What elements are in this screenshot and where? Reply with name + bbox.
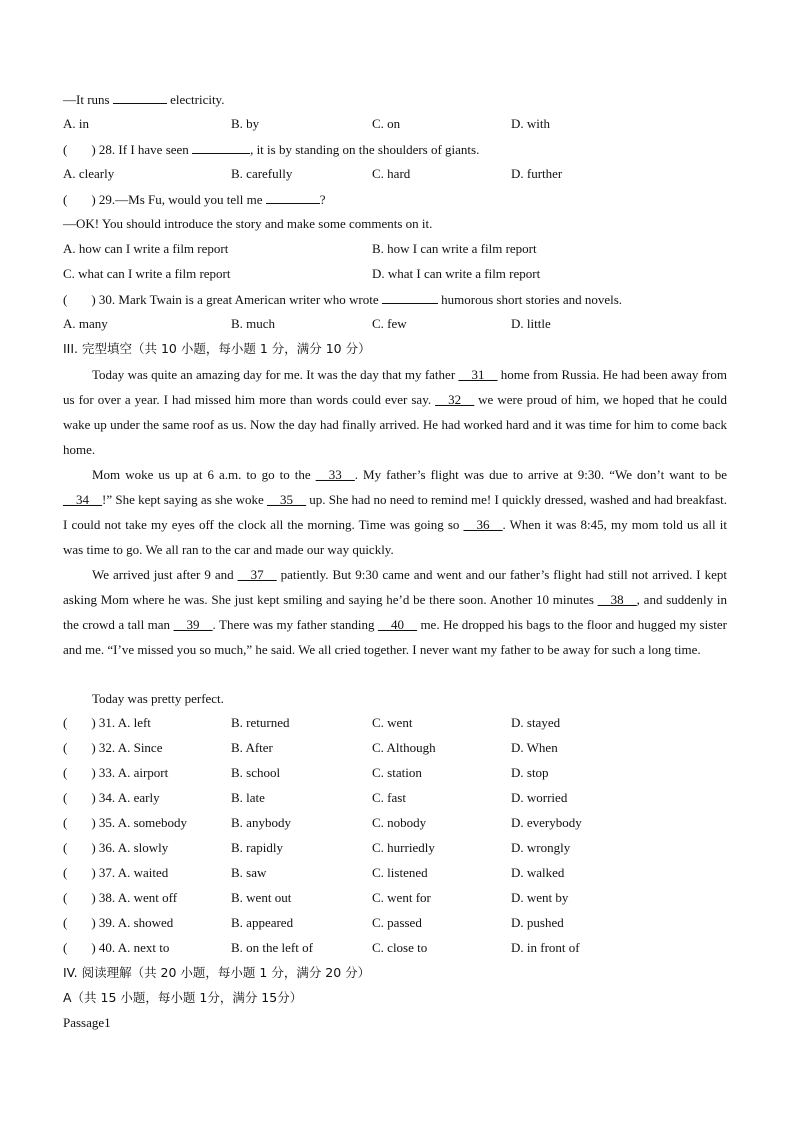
question-number-option-a: ( ) 33. A. airport: [63, 765, 169, 780]
answer-paren[interactable]: (: [63, 790, 68, 805]
option-d: D. further: [511, 166, 563, 181]
answer-blank: [266, 191, 320, 204]
option-b: B. went out: [231, 890, 292, 905]
q30-stem: ( ) 30. Mark Twain is a great American writer who wrote humorous short stories and novels.: [63, 292, 623, 307]
q27-stem: —It runs electricity.: [63, 92, 225, 107]
option-d: D. what I can write a film report: [372, 266, 541, 281]
option-d: D. in front of: [511, 940, 580, 955]
option-b: B. by: [231, 116, 260, 131]
cloze-blank: __34__: [63, 492, 102, 507]
option-b: B. how I can write a film report: [372, 241, 537, 256]
cloze-blank: __39__: [173, 617, 213, 632]
option-c: C. close to: [372, 940, 428, 955]
cloze-blank: __31__: [458, 367, 498, 382]
question-number-option-a: ( ) 31. A. left: [63, 715, 151, 730]
option-d: D. pushed: [511, 915, 564, 930]
answer-paren[interactable]: (: [63, 840, 68, 855]
cloze-paragraph-1: Today was quite an amazing day for me. It was the day that my father __31__ home from Russia. He had been away from us for over a year. I had missed him more than words could ever say. __32__ we were proud of him, we hoped that he could wake up under the same roof as us. Now the day had finally arrived. He had worked hard and it was time for him to come back home.: [63, 367, 727, 457]
answer-paren[interactable]: (: [63, 915, 68, 930]
option-d: D. with: [511, 116, 550, 131]
option-c: C. nobody: [372, 815, 427, 830]
option-b: B. school: [231, 765, 281, 780]
option-b: B. saw: [231, 865, 267, 880]
passage-label: Passage1: [63, 1015, 111, 1030]
cloze-blank: __37__: [237, 567, 277, 582]
option-d: D. stop: [511, 765, 549, 780]
option-d: D. went by: [511, 890, 569, 905]
option-b: B. much: [231, 316, 276, 331]
answer-paren[interactable]: (: [63, 940, 68, 955]
option-b: B. After: [231, 740, 273, 755]
answer-paren[interactable]: (: [63, 740, 68, 755]
question-number-option-a: ( ) 36. A. slowly: [63, 840, 169, 855]
option-a: A. how can I write a film report: [63, 241, 229, 256]
q29-stem: ( ) 29.—Ms Fu, would you tell me ?: [63, 192, 326, 207]
option-c: C. hurriedly: [372, 840, 435, 855]
option-a: A. clearly: [63, 166, 115, 181]
option-b: B. returned: [231, 715, 290, 730]
option-c: C. went for: [372, 890, 431, 905]
answer-paren[interactable]: (: [63, 715, 68, 730]
cloze-paragraph-4: Today was pretty perfect.: [92, 691, 224, 706]
option-d: D. walked: [511, 865, 565, 880]
cloze-blank: __40__: [377, 617, 417, 632]
section-heading: IV. 阅读理解（共 20 小题，每小题 1 分，满分 20 分）: [63, 965, 371, 980]
option-a: A. many: [63, 316, 108, 331]
option-c: C. hard: [372, 166, 411, 181]
cloze-paragraph-2: Mom woke us up at 6 a.m. to go to the __33__. My father’s flight was due to arrive at 9:30. “We don’t want to be __34__!” She kept saying as she woke __35__ up. She had no need to remind me! I quickly dressed, washed and had breakfast. I could not take my eyes off the clock all the morning. Time was going so __36__. When it was 8:45, my mom told us all it was time to go. We all ran to the car and made our way quickly.: [63, 467, 728, 557]
cloze-blank: __33__: [315, 467, 355, 482]
option-c: C. passed: [372, 915, 422, 930]
option-c: C. what can I write a film report: [63, 266, 231, 281]
question-number-option-a: ( ) 32. A. Since: [63, 740, 163, 755]
option-c: C. listened: [372, 865, 428, 880]
option-b: B. late: [231, 790, 265, 805]
option-a: A. in: [63, 116, 89, 131]
cloze-blank: __36__: [463, 517, 503, 532]
answer-paren[interactable]: (: [63, 765, 68, 780]
answer-blank: [382, 291, 438, 304]
q28-stem: ( ) 28. If I have seen , it is by standing on the shoulders of giants.: [63, 142, 480, 157]
question-number-option-a: ( ) 38. A. went off: [63, 890, 178, 905]
option-c: C. few: [372, 316, 407, 331]
q29-answer-line: —OK! You should introduce the story and make some comments on it.: [63, 216, 433, 231]
section-heading: III. 完型填空（共 10 小题，每小题 1 分，满分 10 分）: [63, 341, 371, 356]
question-number-option-a: ( ) 37. A. waited: [63, 865, 169, 880]
cloze-blank: __32__: [435, 392, 475, 407]
question-number-option-a: ( ) 35. A. somebody: [63, 815, 188, 830]
answer-paren[interactable]: (: [63, 890, 68, 905]
subsection-heading: A（共 15 小题，每小题 1分，满分 15分）: [63, 990, 303, 1005]
option-c: C. on: [372, 116, 401, 131]
cloze-blank: __38__: [597, 592, 637, 607]
option-b: B. rapidly: [231, 840, 283, 855]
cloze-blank: __35__: [267, 492, 307, 507]
answer-paren[interactable]: (: [63, 815, 68, 830]
cloze-paragraph-3: We arrived just after 9 and __37__ patiently. But 9:30 came and went and our father’s flight had still not arrived. I kept asking Mom where he was. She just kept smiling and saying he’d be there soon. Another 10 minutes __38__, and suddenly in the crowd a tall man __39__. There was my father standing __40__ me. He dropped his bags to the floor and hugged my sister and me. “I’ve missed you so much,” he said. We all cried together. I never want my father to be away for such a long time.: [63, 567, 728, 657]
answer-blank: [192, 141, 250, 154]
question-number-option-a: ( ) 34. A. early: [63, 790, 160, 805]
answer-paren[interactable]: (: [63, 865, 68, 880]
answer-blank: [113, 91, 167, 104]
option-c: C. station: [372, 765, 422, 780]
option-d: D. stayed: [511, 715, 561, 730]
option-b: B. carefully: [231, 166, 293, 181]
question-number-option-a: ( ) 39. A. showed: [63, 915, 174, 930]
option-b: B. appeared: [231, 915, 294, 930]
option-c: C. went: [372, 715, 413, 730]
option-b: B. anybody: [231, 815, 291, 830]
option-d: D. wrongly: [511, 840, 571, 855]
option-c: C. Although: [372, 740, 436, 755]
option-d: D. little: [511, 316, 551, 331]
option-c: C. fast: [372, 790, 406, 805]
option-d: D. worried: [511, 790, 568, 805]
option-d: D. When: [511, 740, 558, 755]
question-number-option-a: ( ) 40. A. next to: [63, 940, 170, 955]
option-d: D. everybody: [511, 815, 582, 830]
option-b: B. on the left of: [231, 940, 313, 955]
